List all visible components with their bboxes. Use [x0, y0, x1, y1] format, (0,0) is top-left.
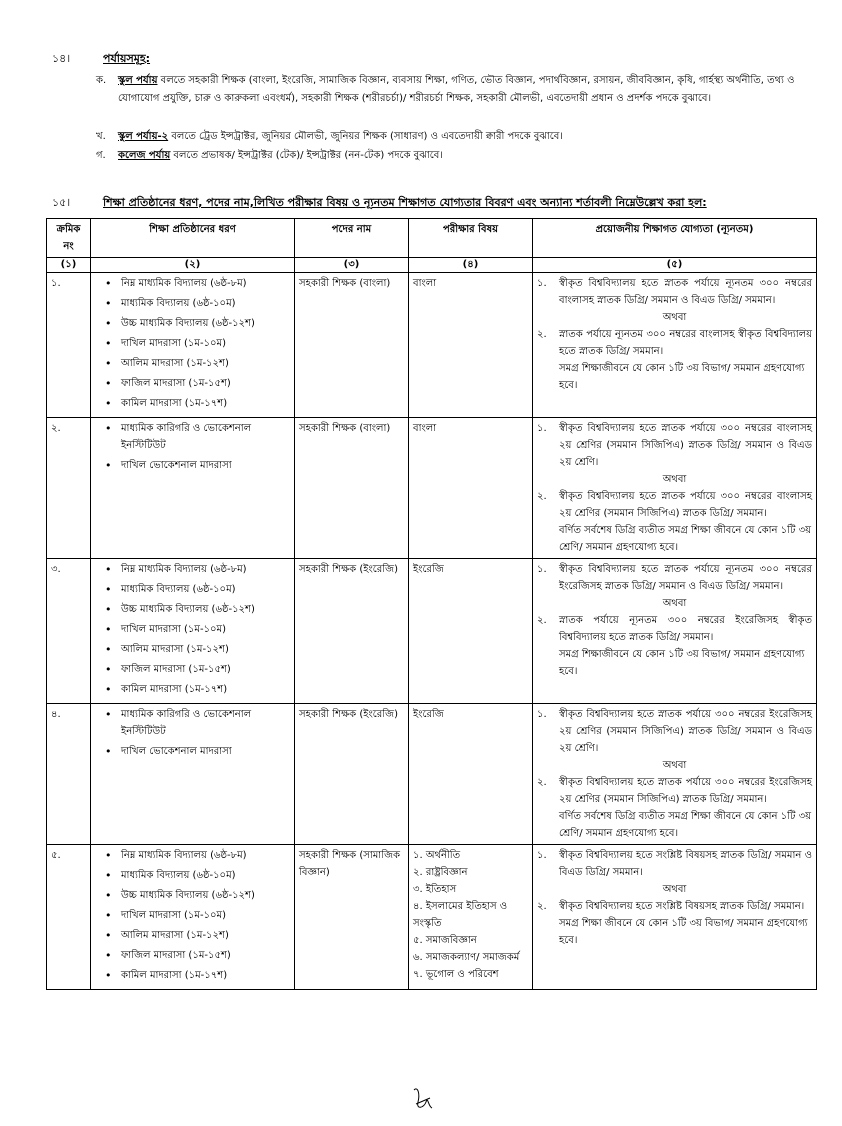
section-15-number: ১৫। — [52, 196, 71, 209]
option-text: স্বীকৃত বিশ্ববিদ্যালয় হতে স্নাতক পর্যায়ে ন্যূনতম ৩০০ নম্বরের বাংলাসহ স্নাতক ডিগ্রি/ সমমান ও বিএড ডিগ্রি/ সমমান। — [559, 278, 812, 306]
option-number: ১. — [537, 709, 547, 720]
qualification-option-1 — [537, 706, 812, 757]
institution-item: • দাখিল মাদরাসা (১ম-১০ম) — [105, 907, 290, 924]
institution-item: • উচ্চ মাধ্যমিক বিদ্যালয় (৬ষ্ঠ-১২শ) — [105, 601, 290, 618]
institution-item: • মাধ্যমিক বিদ্যালয় (৬ষ্ঠ-১০ম) — [105, 581, 290, 598]
institution-item: • মাধ্যমিক বিদ্যালয় (৬ষ্ঠ-১০ম) — [105, 867, 290, 884]
institution-item: • উচ্চ মাধ্যমিক বিদ্যালয় (৬ষ্ঠ-১২শ) — [105, 315, 290, 332]
institution-item: • ফাজিল মাদরাসা (১ম-১৫শ) — [105, 661, 290, 678]
institution-item: • কামিল মাদরাসা (১ম-১৭শ) — [105, 967, 290, 984]
subject-item: ৬. সমাজকল্যাণ/ সমাজকর্ম — [413, 952, 520, 963]
qualification-option-1 — [537, 847, 812, 881]
option-number: ২. — [537, 901, 547, 912]
qualification-note: সমগ্র শিক্ষা জীবনে যে কোন ১টি ৩য় বিভাগ/ সমমান গ্রহণযোগ্য হবে। — [559, 918, 808, 946]
serial-cell: ৫. — [47, 845, 91, 990]
institution-item: • দাখিল ভোকেশনাল মাদরাসা — [105, 457, 290, 474]
column-number: (৩) — [295, 258, 409, 273]
subject-item: ২. রাষ্ট্রবিজ্ঞান — [413, 867, 468, 878]
institution-item: • মাধ্যমিক কারিগরি ও ভোকেশনাল ইনস্টিটিউট — [105, 420, 290, 454]
item-label: খ. — [96, 131, 106, 142]
qualification-option-2 — [537, 612, 812, 646]
post-cell: সহকারী শিক্ষক (বাংলা) — [295, 273, 409, 418]
subject-item: ৪. ইসলামের ইতিহাস ও সংস্কৃতি — [413, 901, 508, 929]
qualification-cell — [533, 845, 817, 990]
option-number: ২. — [537, 491, 547, 502]
option-number: ২. — [537, 615, 547, 626]
institution-cell — [91, 845, 295, 990]
serial-cell: ৪. — [47, 704, 91, 845]
column-number: (২) — [91, 258, 295, 273]
qualification-cell — [533, 559, 817, 704]
qualification-option-1 — [537, 561, 812, 595]
institution-item: • দাখিল মাদরাসা (১ম-১০ম) — [105, 621, 290, 638]
header-qualification: প্রয়োজনীয় শিক্ষাগত যোগ্যতা (ন্যূনতম) — [533, 219, 817, 258]
subject-cell — [409, 559, 533, 704]
option-number: ১. — [537, 850, 547, 861]
item-body: বলতে প্রভাষক/ ইন্সট্রাক্টর (টেক)/ ইন্সট্রাক্টর (নন-টেক) পদকে বুঝাবে। — [170, 150, 443, 161]
option-text: স্বীকৃত বিশ্ববিদ্যালয় হতে স্নাতক পর্যায়ে ৩০০ নম্বরের বাংলাসহ ২য় শ্রেণির (সমমান সিজিপিএ) স্নাতক ডিগ্রি/ সমমান ও বিএড ২য় শ্রেণি। — [559, 423, 812, 468]
table-row — [47, 559, 817, 704]
qualification-option-1 — [537, 275, 812, 309]
item-heading: স্কুল পর্যায়-২ — [118, 131, 169, 142]
option-text: স্বীকৃত বিশ্ববিদ্যালয় হতে সংশ্লিষ্ট বিষয়সহ স্নাতক ডিগ্রি/ সমমান ও বিএড ডিগ্রি/ সমমান। — [559, 850, 812, 878]
or-separator: অথবা — [662, 884, 687, 895]
item-text — [118, 147, 816, 165]
qualification-option-2 — [537, 326, 812, 360]
qualification-cell — [533, 704, 817, 845]
subject-item: ৩. ইতিহাস — [413, 884, 457, 895]
option-number: ১. — [537, 278, 547, 289]
serial-cell: ২. — [47, 418, 91, 559]
institution-list — [95, 847, 290, 984]
institution-cell — [91, 704, 295, 845]
option-number: ১. — [537, 564, 547, 575]
institution-cell — [91, 559, 295, 704]
item-text — [118, 72, 816, 108]
header-post-name: পদের নাম — [295, 219, 409, 258]
institution-item: • নিম্ন মাধ্যমিক বিদ্যালয় (৬ষ্ঠ-৮ম) — [105, 561, 290, 578]
subject-cell — [409, 845, 533, 990]
institution-list — [95, 275, 290, 412]
subject-item: ইংরেজি — [413, 709, 444, 720]
institution-item: • ফাজিল মাদরাসা (১ম-১৫শ) — [105, 947, 290, 964]
qualification-note: বর্ণিত সর্বশেষ ডিগ্রি ব্যতীত সমগ্র শিক্ষা জীবনে যে কোন ১টি ৩য় শ্রেণি/ সমমান গ্রহণযোগ্য হবে। — [559, 811, 812, 839]
header-institution-type: শিক্ষা প্রতিষ্ঠানের ধরণ — [91, 219, 295, 258]
item-text — [118, 128, 816, 146]
item-heading: স্কুল পর্যায় — [118, 75, 158, 86]
subject-item: ৭. ভূগোল ও পরিবেশ — [413, 969, 499, 980]
serial-cell: ৩. — [47, 559, 91, 704]
option-text: স্বীকৃত বিশ্ববিদ্যালয় হতে সংশ্লিষ্ট বিষয়সহ স্নাতক ডিগ্রি/ সমমান। — [559, 901, 805, 912]
option-number: ২. — [537, 777, 547, 788]
institution-item: • আলিম মাদরাসা (১ম-১২শ) — [105, 641, 290, 658]
option-text: স্বীকৃত বিশ্ববিদ্যালয় হতে স্নাতক পর্যায়ে ৩০০ নম্বরের ইংরেজিসহ ২য় শ্রেণির (সমমান সিজিপিএ) স্নাতক ডিগ্রি/ সমমান ও বিএড ২য় শ্রেণি। — [559, 709, 812, 754]
serial-cell: ১. — [47, 273, 91, 418]
section-14-title: পর্যায়সমূহ: — [103, 52, 151, 65]
qualification-cell — [533, 273, 817, 418]
institution-item: • কামিল মাদরাসা (১ম-১৭শ) — [105, 395, 290, 412]
option-text: স্বীকৃত বিশ্ববিদ্যালয় হতে স্নাতক পর্যায়ে ৩০০ নম্বরের ইংরেজিসহ ২য় শ্রেণির (সমমান সিজিপিএ) স্নাতক ডিগ্রি/ সমমান। — [559, 777, 812, 805]
section-14-number: ১৪। — [52, 52, 71, 65]
item-label: ক. — [96, 75, 107, 86]
institution-item: • মাধ্যমিক কারিগরি ও ভোকেশনাল ইনস্টিটিউট — [105, 706, 290, 740]
signature-mark — [410, 1084, 438, 1114]
subject-item: ৫. সমাজবিজ্ঞান — [413, 935, 477, 946]
option-number: ১. — [537, 423, 547, 434]
or-separator: অথবা — [662, 598, 687, 609]
institution-item: • নিম্ন মাধ্যমিক বিদ্যালয় (৬ষ্ঠ-৮ম) — [105, 847, 290, 864]
qualification-note: সমগ্র শিক্ষাজীবনে যে কোন ১টি ৩য় বিভাগ/ সমমান গ্রহণযোগ্য হবে। — [559, 363, 805, 391]
qualification-note: বর্ণিত সর্বশেষ ডিগ্রি ব্যতীত সমগ্র শিক্ষা জীবনে যে কোন ১টি ৩য় শ্রেণি/ সমমান গ্রহণযোগ্য হবে। — [559, 525, 812, 553]
column-number: (৫) — [533, 258, 817, 273]
subject-item: ১. অর্থনীতি — [413, 850, 461, 861]
post-cell: সহকারী শিক্ষক (ইংরেজি) — [295, 559, 409, 704]
item-label: গ. — [96, 150, 106, 161]
option-number: ২. — [537, 329, 547, 340]
subject-item: ইংরেজি — [413, 564, 444, 575]
institution-list — [95, 561, 290, 698]
column-number-row — [47, 258, 817, 273]
institution-item: • ফাজিল মাদরাসা (১ম-১৫শ) — [105, 375, 290, 392]
item-heading: কলেজ পর্যায় — [118, 150, 171, 161]
option-text: স্বীকৃত বিশ্ববিদ্যালয় হতে স্নাতক পর্যায়ে ৩০০ নম্বরের বাংলাসহ ২য় শ্রেণির (সমমান সিজিপিএ) স্নাতক ডিগ্রি/ সমমান। — [559, 491, 812, 519]
institution-item: • দাখিল মাদরাসা (১ম-১০ম) — [105, 335, 290, 352]
institution-list — [95, 420, 290, 474]
option-text: স্নাতক পর্যায়ে ন্যূনতম ৩০০ নম্বরের বাংলাসহ স্বীকৃত বিশ্ববিদ্যালয় হতে স্নাতক ডিগ্রি/ সমমান। — [559, 329, 812, 357]
qualification-option-1 — [537, 420, 812, 471]
qualification-cell — [533, 418, 817, 559]
subject-item: বাংলা — [413, 278, 437, 289]
or-separator: অথবা — [662, 312, 687, 323]
institution-item: • নিম্ন মাধ্যমিক বিদ্যালয় (৬ষ্ঠ-৮ম) — [105, 275, 290, 292]
subject-cell — [409, 273, 533, 418]
institution-item: • উচ্চ মাধ্যমিক বিদ্যালয় (৬ষ্ঠ-১২শ) — [105, 887, 290, 904]
post-cell: সহকারী শিক্ষক (ইংরেজি) — [295, 704, 409, 845]
institution-cell — [91, 418, 295, 559]
post-cell: সহকারী শিক্ষক (সামাজিক বিজ্ঞান) — [295, 845, 409, 990]
institution-cell — [91, 273, 295, 418]
header-exam-subject: পরীক্ষার বিষয় — [409, 219, 533, 258]
column-number: (১) — [47, 258, 91, 273]
qualification-note: সমগ্র শিক্ষাজীবনে যে কোন ১টি ৩য় বিভাগ/ সমমান গ্রহণযোগ্য হবে। — [559, 649, 805, 677]
subject-cell — [409, 704, 533, 845]
or-separator: অথবা — [662, 474, 687, 485]
qualification-option-2 — [537, 774, 812, 808]
table-row — [47, 273, 817, 418]
institution-item: • আলিম মাদরাসা (১ম-১২শ) — [105, 355, 290, 372]
or-separator: অথবা — [662, 760, 687, 771]
qualification-option-2 — [537, 898, 812, 915]
header-serial: ক্রমিক নং — [47, 219, 91, 258]
qualification-option-2 — [537, 488, 812, 522]
subject-item: বাংলা — [413, 423, 437, 434]
institution-list — [95, 706, 290, 760]
post-cell: সহকারী শিক্ষক (বাংলা) — [295, 418, 409, 559]
item-body: বলতে ট্রেড ইন্সট্রাক্টর, জুনিয়র মৌলভী, জুনিয়র শিক্ষক (সাধারণ) ও এবতেদায়ী ক্বারী পদকে বুঝাবে। — [168, 131, 563, 142]
section-15-title: শিক্ষা প্রতিষ্ঠানের ধরণ, পদের নাম,লিখিত পরীক্ষার বিষয় ও ন্যূনতম শিক্ষাগত যোগ্যতার বিবরণ এবং অন্যান্য শর্তাবলী নিম্নেউল্লেখ করা হল: — [103, 196, 707, 209]
table-header-row — [47, 219, 817, 258]
table-row — [47, 704, 817, 845]
qualification-table — [46, 218, 817, 990]
subject-cell — [409, 418, 533, 559]
option-text: স্নাতক পর্যায়ে ন্যূনতম ৩০০ নম্বরের ইংরেজিসহ স্বীকৃত বিশ্ববিদ্যালয় হতে স্নাতক ডিগ্রি/ সমমান। — [559, 615, 812, 643]
column-number: (৪) — [409, 258, 533, 273]
institution-item: • আলিম মাদরাসা (১ম-১২শ) — [105, 927, 290, 944]
institution-item: • দাখিল ভোকেশনাল মাদরাসা — [105, 743, 290, 760]
institution-item: • কামিল মাদরাসা (১ম-১৭শ) — [105, 681, 290, 698]
institution-item: • মাধ্যমিক বিদ্যালয় (৬ষ্ঠ-১০ম) — [105, 295, 290, 312]
item-body: বলতে সহকারী শিক্ষক (বাংলা, ইংরেজি, সামাজিক বিজ্ঞান, ব্যবসায় শিক্ষা, গণিত, ভৌত বিজ্ঞান, পদার্থবিজ্ঞান, রসায়ন, জীববিজ্ঞান, কৃষি, গার্হস্থ্য অর্থনীতি, তথ্য ও যোগাযোগ প্রযুক্তি, চারু ও কারুকলা এবংধর্ম), সহকারী শিক্ষক (শরীরচর্চা)/ শরীরচর্চা শিক্ষক, সহকারী মৌলভী, এবতেদায়ী প্রধান ও প্রদর্শক পদকে বুঝাবে। — [118, 75, 795, 104]
option-text: স্বীকৃত বিশ্ববিদ্যালয় হতে স্নাতক পর্যায়ে ন্যূনতম ৩০০ নম্বরের ইংরেজিসহ স্নাতক ডিগ্রি/ সমমান ও বিএড ডিগ্রি/ সমমান। — [559, 564, 812, 592]
table-row — [47, 418, 817, 559]
table-row — [47, 845, 817, 990]
